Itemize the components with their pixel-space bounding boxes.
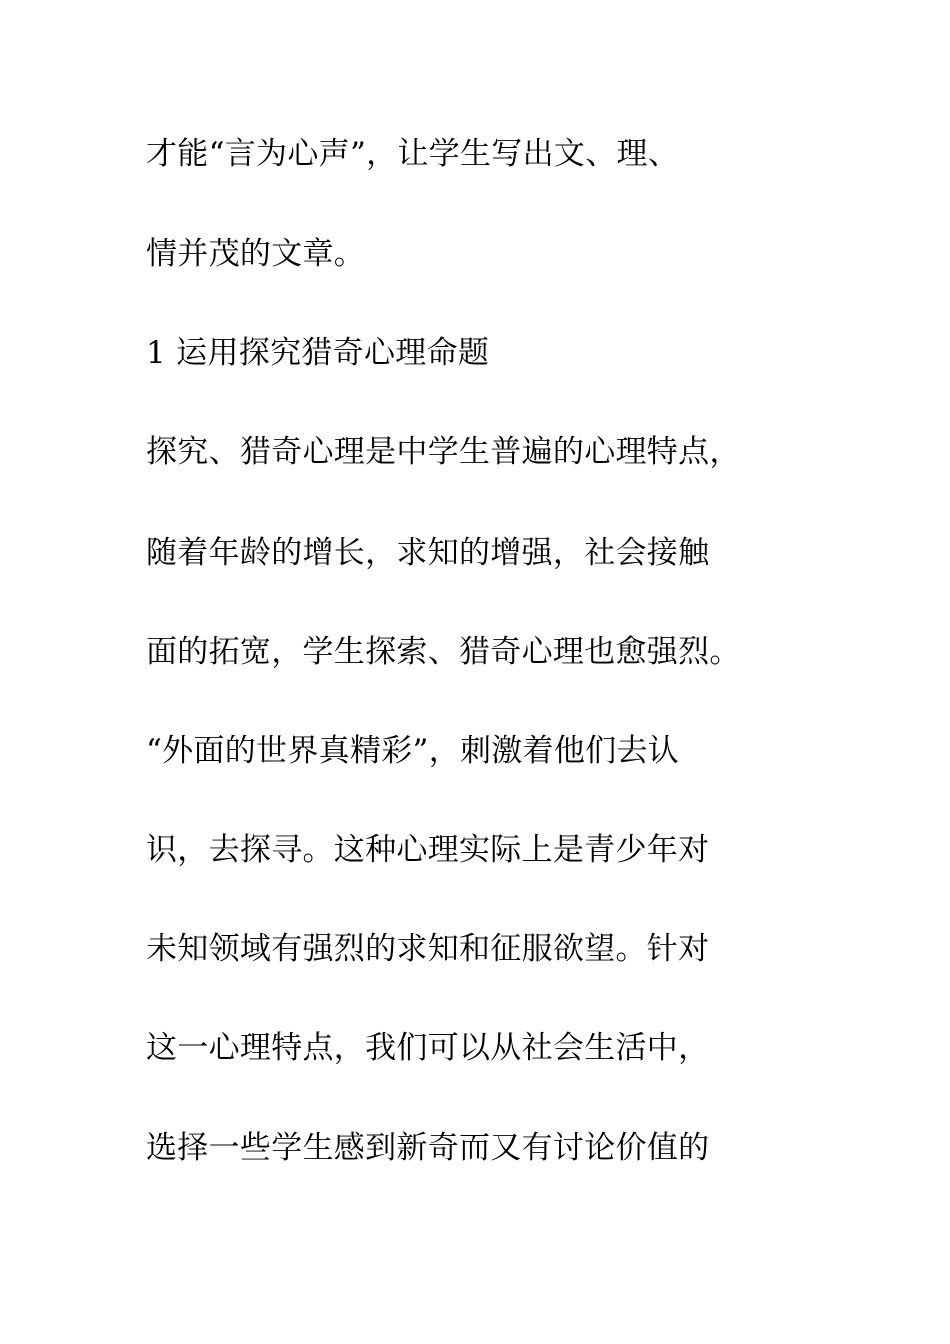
paragraph-line-10: 选择一些学生感到新奇而又有讨论价值的 — [146, 1130, 710, 1166]
paragraph-line-2: 情并茂的文章。 — [146, 236, 366, 272]
paragraph-line-5: 面的拓宽，学生探索、猎奇心理也愈强烈。 — [146, 634, 741, 670]
paragraph-line-1: 才能“言为心声”，让学生写出文、理、 — [146, 136, 680, 172]
paragraph-line-7: 识，去探寻。这种心理实际上是青少年对 — [146, 832, 710, 868]
paragraph-line-8: 未知领域有强烈的求知和征服欲望。针对 — [146, 931, 710, 967]
paragraph-line-9: 这一心理特点，我们可以从社会生活中， — [146, 1030, 710, 1066]
section-heading: 1 运用探究猎奇心理命题 — [146, 335, 490, 371]
paragraph-line-6: “外面的世界真精彩”，刺激着他们去认 — [146, 733, 680, 769]
paragraph-line-4: 随着年龄的增长，求知的增强，社会接触 — [146, 535, 710, 571]
paragraph-line-3: 探究、猎奇心理是中学生普遍的心理特点， — [146, 434, 741, 470]
